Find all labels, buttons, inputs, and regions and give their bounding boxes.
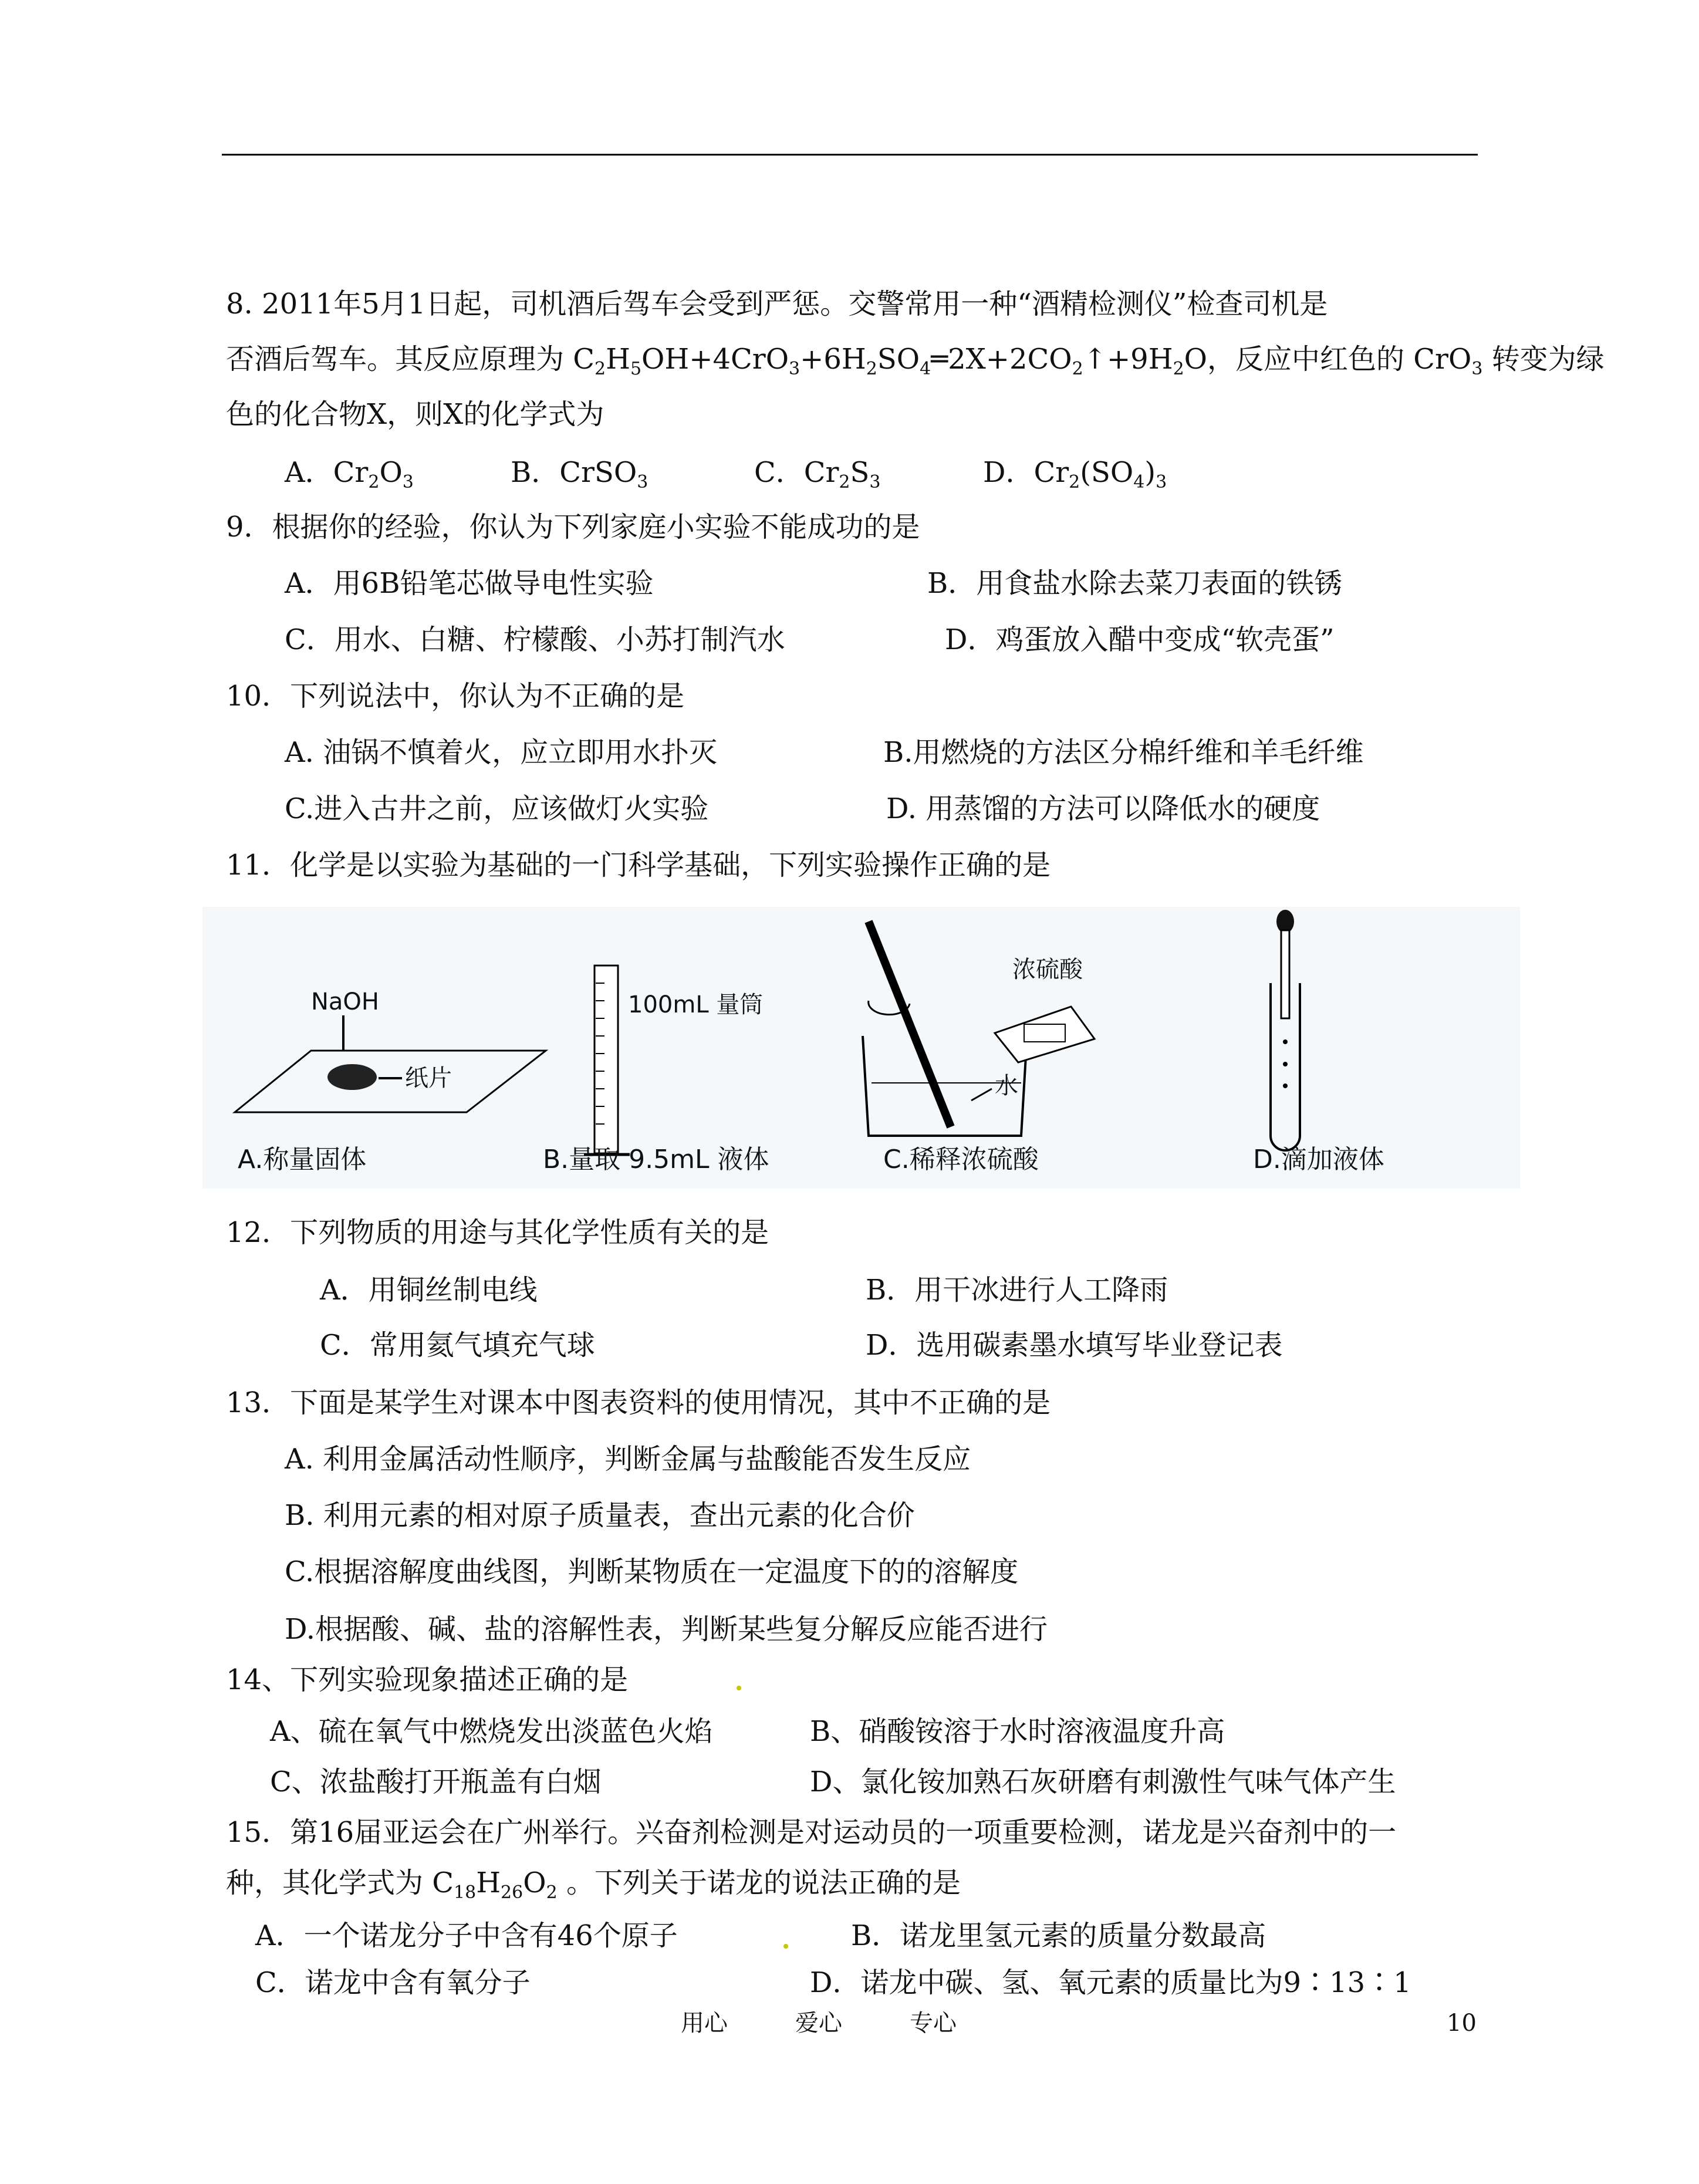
- q14-stem: 14、下列实验现象描述正确的是: [226, 1663, 629, 1696]
- q14-option-c: C、浓盐酸打开瓶盖有白烟: [270, 1766, 602, 1798]
- fig-b-cylinder: [543, 966, 769, 1174]
- q9-option-b: B．用食盐水除去菜刀表面的铁锈: [927, 567, 1343, 600]
- caption-d: D.滴加液体: [1253, 1145, 1384, 1174]
- footer-text-left: 用心: [681, 2010, 728, 2037]
- q9-option-d: D．鸡蛋放入醋中变成“软壳蛋”: [945, 623, 1335, 656]
- q10-option-b: B.用燃烧的方法区分棉纤维和羊毛纤维: [883, 736, 1364, 769]
- caption-a: A.称量固体: [238, 1145, 367, 1174]
- q13-option-a: A. 利用金属活动性顺序，判断金属与盐酸能否发生反应: [285, 1443, 971, 1476]
- q15-line1: 15．第16届亚运会在广州举行。兴奋剂检测是对运动员的一项重要检测，诺龙是兴奋剂中的一: [226, 1816, 1397, 1849]
- caption-b: B.量取 9.5mL 液体: [543, 1145, 769, 1174]
- q13-option-d: D.根据酸、碱、盐的溶解性表，判断某些复分解反应能否进行: [285, 1613, 1048, 1646]
- fig-a-weighing: [235, 988, 546, 1174]
- q13-stem: 13．下面是某学生对课本中图表资料的使用情况，其中不正确的是: [226, 1386, 1051, 1419]
- footer-text-right: 专心: [910, 2010, 957, 2037]
- footer-text-mid: 爱心: [795, 2010, 842, 2037]
- q10-option-a: A. 油锅不慎着火，应立即用水扑灭: [285, 736, 718, 769]
- lab-figure-svg: [202, 907, 1520, 1189]
- q9-option-a: A．用6B铅笔芯做导电性实验: [285, 567, 654, 600]
- q8-option-b: B．CrSO$_3$: [511, 456, 648, 492]
- q15-option-c: C．诺龙中含有氧分子: [255, 1966, 531, 1999]
- caption-c: C.稀释浓硫酸: [883, 1145, 1039, 1174]
- fig-c-dilution: [863, 921, 1095, 1174]
- q15-option-a: A．一个诺龙分子中含有46个原子: [255, 1919, 678, 1952]
- q10-stem: 10．下列说法中，你认为不正确的是: [226, 680, 685, 713]
- q12-option-a: A．用铜丝制电线: [320, 1274, 538, 1307]
- q8-line3: 色的化合物X，则X的化学式为: [226, 398, 604, 431]
- fig-label-acid: 浓硫酸: [1012, 956, 1083, 983]
- q13-option-c: C.根据溶解度曲线图，判断某物质在一定温度下的的溶解度: [285, 1555, 1019, 1588]
- q14-option-a: A、硫在氧气中燃烧发出淡蓝色火焰: [270, 1715, 713, 1748]
- fig-label-cylinder: 100mL 量筒: [628, 991, 764, 1018]
- q10-option-d: D. 用蒸馏的方法可以降低水的硬度: [886, 792, 1320, 825]
- naoh-solid: [327, 1064, 377, 1090]
- fig-label-paper: 纸片: [405, 1065, 452, 1092]
- q15-option-b: B．诺龙里氢元素的质量分数最高: [851, 1919, 1266, 1952]
- acid-flask: [995, 1007, 1095, 1062]
- q8-option-a: A．$Cr_2O_3$: [285, 456, 414, 492]
- stray-dot: [737, 1686, 741, 1690]
- page-number: 10: [1447, 2010, 1477, 2037]
- paper-sheet: [235, 1051, 546, 1112]
- glass-rod: [869, 921, 951, 1127]
- header-rule: [222, 154, 1478, 156]
- q13-option-b: B. 利用元素的相对原子质量表，查出元素的化合价: [285, 1499, 915, 1532]
- q8-option-d: D．$Cr_2(SO_4)_3$: [983, 456, 1167, 492]
- fig-label-water: 水: [995, 1072, 1018, 1099]
- q12-option-b: B．用干冰进行人工降雨: [866, 1274, 1168, 1307]
- stray-dot: [783, 1944, 788, 1949]
- q11-stem: 11．化学是以实验为基础的一门科学基础，下列实验操作正确的是: [226, 849, 1051, 882]
- q14-option-d: D、氯化铵加熟石灰研磨有刺激性气味气体产生: [810, 1766, 1396, 1798]
- q8-option-c: C．$Cr_2S_3$: [754, 456, 881, 492]
- q15-option-d: D．诺龙中碳、氢、氧元素的质量比为9∶13∶1: [810, 1966, 1411, 1999]
- q8-line2: 否酒后驾车。其反应原理为 $C_2H_5OH+4CrO_3+6H_2SO_4═2X+2CO_2↑+9H_2O$，反应中红色的 CrO$_3$ 转变为绿: [226, 343, 1605, 379]
- q10-option-c: C.进入古井之前，应该做灯火实验: [285, 792, 709, 825]
- q12-stem: 12．下列物质的用途与其化学性质有关的是: [226, 1216, 769, 1249]
- graduated-cylinder: [595, 966, 618, 1153]
- q8-line1: 8. 2011年5月1日起，司机酒后驾车会受到严惩。交警常用一种“酒精检测仪”检查司机是: [226, 288, 1328, 320]
- q9-stem: 9．根据你的经验，你认为下列家庭小实验不能成功的是: [226, 511, 920, 544]
- q12-option-c: C．常用氦气填充气球: [320, 1329, 595, 1362]
- q14-option-b: B、硝酸铵溶于水时溶液温度升高: [810, 1715, 1225, 1748]
- q12-option-d: D．选用碳素墨水填写毕业登记表: [866, 1329, 1283, 1362]
- q9-option-c: C．用水、白糖、柠檬酸、小苏打制汽水: [285, 623, 785, 656]
- dropper-tube: [1281, 930, 1289, 1018]
- q15-line2: 种，其化学式为 $C_{18}H_{26}O_2$ 。下列关于诺龙的说法正确的是: [226, 1866, 961, 1903]
- lab-operations-figure: [202, 907, 1520, 1189]
- fig-label-naoh: NaOH: [311, 988, 379, 1015]
- fig-d-dropper: [1253, 910, 1384, 1174]
